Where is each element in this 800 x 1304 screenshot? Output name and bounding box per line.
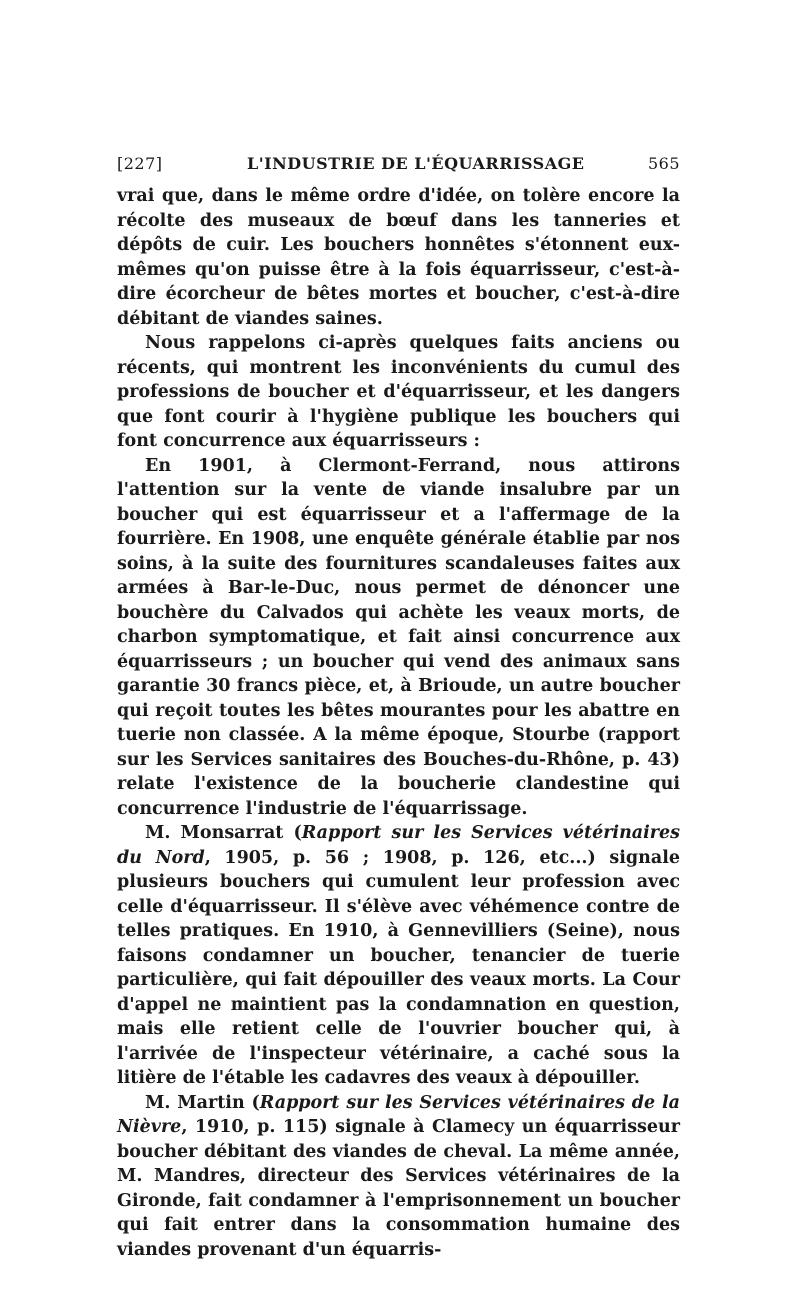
- paragraph: [117, 821, 680, 1091]
- report-title-italic: Rapport sur les Services vétérinaires de la Nièvre: [117, 1092, 680, 1137]
- running-header: [117, 150, 680, 176]
- text-segment: M. Monsarrat (: [145, 823, 302, 843]
- page-reference: [227]: [117, 154, 163, 173]
- text-segment: Nous rappelons ci-après quelques faits anciens ou récents, qui montrent les inconvénients du cumul des professions de boucher et d'équarrisseur, et les dangers que font courir à l'hygiène publique les bouchers qui font concurrence aux équarrisseurs :: [117, 333, 680, 451]
- page-number: 565: [647, 154, 680, 173]
- body-text: [117, 184, 680, 1262]
- running-title: L'INDUSTRIE DE L'ÉQUARRISSAGE: [247, 154, 585, 173]
- report-title-italic: Rapport sur les Services vétérinaires du Nord: [117, 823, 680, 868]
- text-segment: En 1901, à Clermont-Ferrand, nous attirons l'attention sur la vente de viande insalubre par un boucher qui est équarrisseur et a l'affermage de la fourrière. En 1908, une enquête générale établie par nos soins, à la suite des fournitures scandaleuses faites aux armées à Bar-le-Duc, nous permet de dénoncer une bouchère du Calvados qui achète les veaux morts, de charbon symptomatique, et fait ainsi concurrence aux équarrisseurs ; un boucher qui vend des animaux sans garantie 30 francs pièce, et, à Brioude, un autre boucher qui reçoit toutes les bêtes mourantes pour les abattre en tuerie non classée. A la même époque, Stourbe (rapport sur les Services sanitaires des Bouches-du-Rhône, p. 43) relate l'existence de la boucherie clandestine qui concurrence l'industrie de l'équarrissage.: [117, 455, 680, 819]
- text-segment: M. Martin (: [145, 1092, 260, 1113]
- paragraph: [117, 454, 680, 822]
- paragraph: [117, 331, 680, 454]
- text-segment: vrai que, dans le même ordre d'idée, on tolère encore la récolte des museaux de bœuf dans les tanneries et dépôts de cuir. Les bouchers honnêtes s'étonnent eux-mêmes qu'on puisse être à la fois équarrisseur, c'est-à-dire écorcheur de bêtes mortes et boucher, c'est-à-dire débitant de viandes saines.: [117, 186, 680, 329]
- paragraph: [117, 184, 680, 331]
- paragraph: [117, 1091, 680, 1263]
- text-segment: , 1905, p. 56 ; 1908, p. 126, etc...) signale plusieurs bouchers qui cumulent leur profession avec celle d'équarrisseur. Il s'élève avec véhémence contre de telles pratiques. En 1910, à Gennevilliers (Seine), nous faisons condamner un boucher, tenancier de tuerie particulière, qui fait dépouiller des veaux morts. La Cour d'appel ne maintient pas la condamnation en question, mais elle retient celle de l'ouvrier boucher qui, à l'arrivée de l'inspecteur vétérinaire, a caché sous la litière de l'étable les cadavres des veaux à dépouiller.: [117, 847, 680, 1088]
- text-segment: , 1910, p. 115) signale à Clamecy un équarrisseur boucher débitant des viandes de cheval. La même année, M. Mandres, directeur des Services vétérinaires de la Gironde, fait condamner à l'emprisonnement un boucher qui fait entrer dans la consommation humaine des viandes provenant d'un équarris-: [117, 1117, 680, 1260]
